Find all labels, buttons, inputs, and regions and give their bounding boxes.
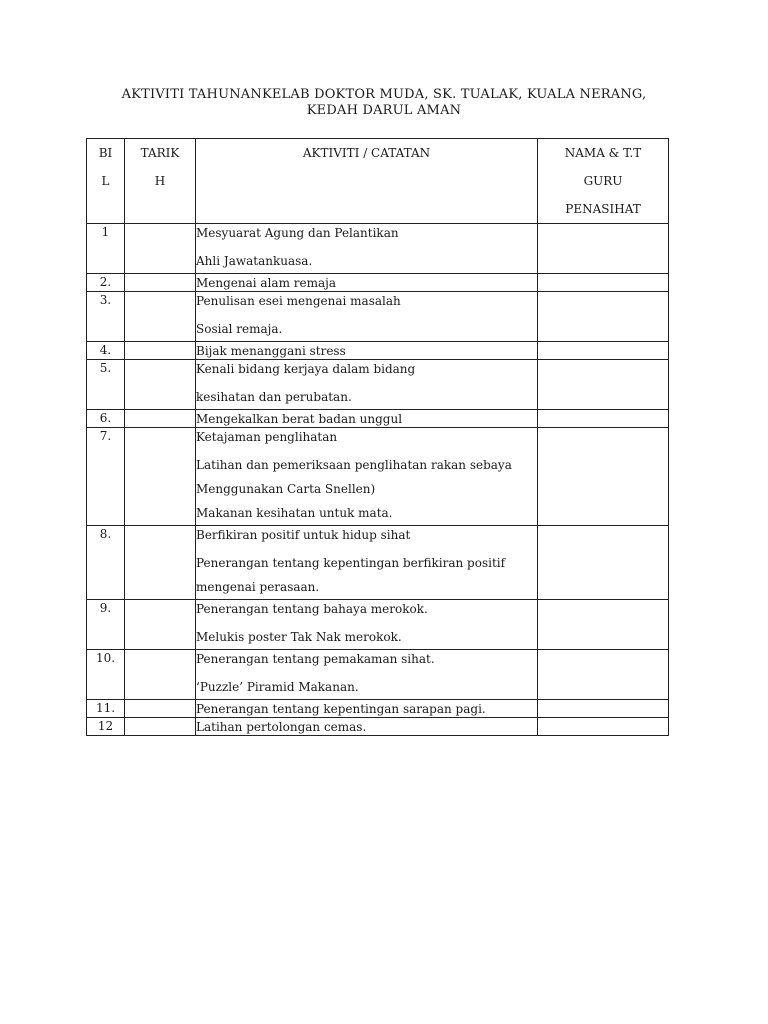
title-line-2: KEDAH DARUL AMAN [306, 103, 462, 118]
row-tarikh [125, 274, 196, 292]
aktiviti-line: Penerangan tentang bahaya merokok. [196, 602, 428, 616]
row-bil: 5. [87, 360, 125, 410]
aktiviti-line: Latihan pertolongan cemas. [196, 720, 367, 734]
aktiviti-line: kesihatan dan perubatan. [196, 390, 352, 404]
row-bil: 6. [87, 410, 125, 428]
aktiviti-line: Melukis poster Tak Nak merokok. [196, 630, 402, 644]
table-row [87, 224, 669, 274]
row-nama [538, 410, 669, 428]
row-nama [538, 224, 669, 274]
header-bil-line: BI [98, 146, 113, 160]
row-nama [538, 526, 669, 600]
aktiviti-line: Penerangan tentang pemakaman sihat. [196, 652, 435, 666]
aktiviti-line: Penerangan tentang kepentingan berfikiran positif [196, 556, 506, 570]
row-nama [538, 650, 669, 700]
row-nama [538, 292, 669, 342]
row-tarikh [125, 526, 196, 600]
table-row [87, 428, 669, 526]
row-nama [538, 342, 669, 360]
aktiviti-line: Ketajaman penglihatan [196, 430, 338, 444]
header-tarikh [125, 139, 196, 224]
table-row [87, 274, 669, 292]
table-row [87, 292, 669, 342]
table-row [87, 410, 669, 428]
header-aktiviti-line: AKTIVITI / CATATAN [302, 146, 431, 160]
aktiviti-line: Sosial remaja. [196, 322, 283, 336]
aktiviti-line: Kenali bidang kerjaya dalam bidang [196, 362, 416, 376]
row-bil: 12 [87, 718, 125, 736]
row-bil: 8. [87, 526, 125, 600]
row-nama [538, 428, 669, 526]
row-bil: 3. [87, 292, 125, 342]
table-row [87, 600, 669, 650]
aktiviti-line: Bijak menanggani stress [196, 344, 346, 358]
aktiviti-line: Menggunakan Carta Snellen) [196, 482, 376, 496]
row-tarikh [125, 292, 196, 342]
header-nama-line: GURU [583, 174, 623, 188]
row-tarikh [125, 718, 196, 736]
table-row [87, 718, 669, 736]
row-bil: 9. [87, 600, 125, 650]
row-aktiviti [196, 292, 538, 342]
row-tarikh [125, 224, 196, 274]
header-aktiviti [196, 139, 538, 224]
row-nama [538, 600, 669, 650]
aktiviti-line: Mengekalkan berat badan unggul [196, 412, 403, 426]
table-row [87, 700, 669, 718]
row-bil: 7. [87, 428, 125, 526]
row-tarikh [125, 700, 196, 718]
header-nama [538, 139, 669, 224]
row-aktiviti [196, 428, 538, 526]
row-aktiviti [196, 342, 538, 360]
row-tarikh [125, 650, 196, 700]
header-tarikh-line: H [154, 174, 166, 188]
header-row [87, 139, 669, 224]
aktiviti-line: Mesyuarat Agung dan Pelantikan [196, 226, 399, 240]
aktiviti-line: Penulisan esei mengenai masalah [196, 294, 401, 308]
aktiviti-line: Ahli Jawatankuasa. [196, 254, 313, 268]
row-aktiviti [196, 410, 538, 428]
row-bil: 2. [87, 274, 125, 292]
header-bil [87, 139, 125, 224]
aktiviti-line: Berfikiran positif untuk hidup sihat [196, 528, 411, 542]
table-row [87, 526, 669, 600]
aktiviti-line: Latihan dan pemeriksaan penglihatan rakan sebaya [196, 458, 512, 472]
table-row [87, 360, 669, 410]
document-title [86, 87, 682, 119]
aktiviti-line: Mengenai alam remaja [196, 276, 337, 290]
table-row [87, 342, 669, 360]
aktiviti-line: Makanan kesihatan untuk mata. [196, 506, 393, 520]
row-bil: 4. [87, 342, 125, 360]
title-line-1: AKTIVITI TAHUNANKELAB DOKTOR MUDA, SK. TUALAK, KUALA NERANG, [121, 87, 647, 102]
aktiviti-line: Penerangan tentang kepentingan sarapan pagi. [196, 702, 486, 716]
row-aktiviti [196, 274, 538, 292]
row-aktiviti [196, 650, 538, 700]
header-tarikh-line: TARIK [140, 146, 180, 160]
header-bil-line: L [101, 174, 110, 188]
row-aktiviti [196, 360, 538, 410]
row-aktiviti [196, 600, 538, 650]
row-aktiviti [196, 700, 538, 718]
row-nama [538, 274, 669, 292]
row-tarikh [125, 410, 196, 428]
row-nama [538, 700, 669, 718]
row-nama [538, 718, 669, 736]
row-tarikh [125, 600, 196, 650]
activity-table [86, 138, 669, 736]
row-nama [538, 360, 669, 410]
row-aktiviti [196, 718, 538, 736]
aktiviti-line: mengenai perasaan. [196, 580, 320, 594]
row-tarikh [125, 342, 196, 360]
row-bil: 1 [87, 224, 125, 274]
header-nama-line: NAMA & T.T [564, 146, 642, 160]
row-bil: 11. [87, 700, 125, 718]
row-tarikh [125, 360, 196, 410]
row-aktiviti [196, 526, 538, 600]
header-nama-line: PENASIHAT [565, 202, 641, 216]
aktiviti-line: ‘Puzzle’ Piramid Makanan. [196, 680, 359, 694]
row-bil: 10. [87, 650, 125, 700]
row-tarikh [125, 428, 196, 526]
table-row [87, 650, 669, 700]
row-aktiviti [196, 224, 538, 274]
